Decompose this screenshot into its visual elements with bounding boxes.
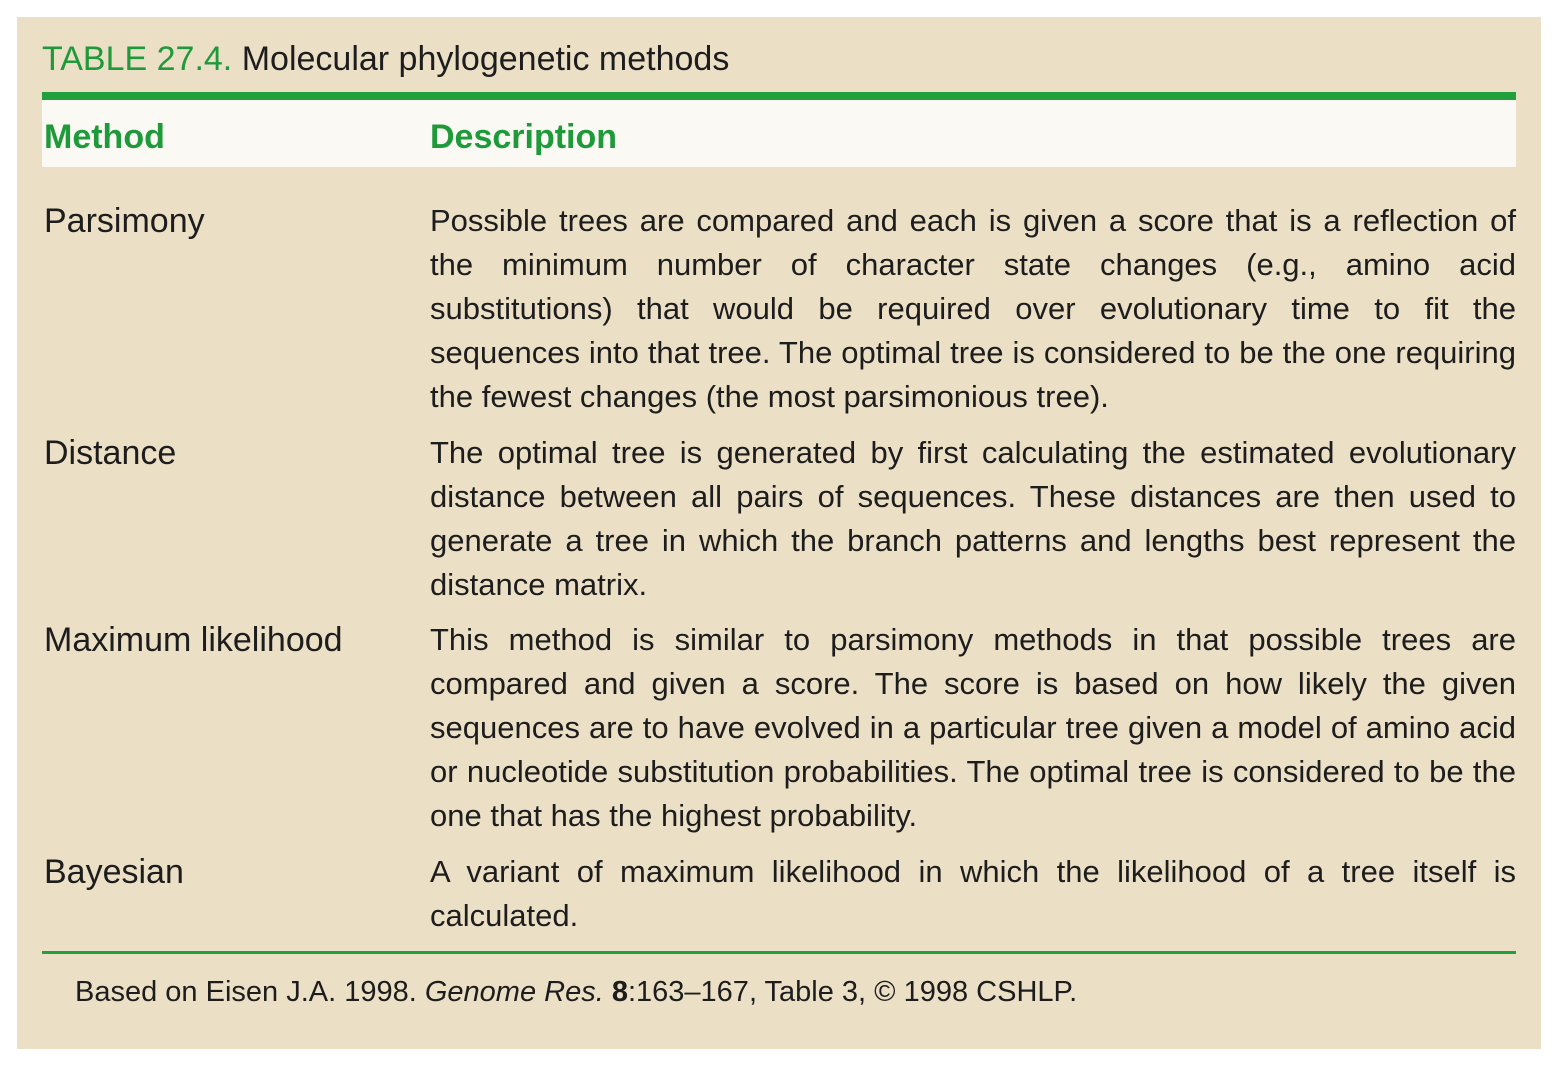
row-method-maximum-likelihood: Maximum likelihood	[44, 621, 343, 659]
source-citation	[75, 974, 1077, 1010]
source-prefix: Based on Eisen J.A. 1998.	[75, 976, 417, 1008]
row-method-parsimony: Parsimony	[44, 202, 205, 240]
table-title: Molecular phylogenetic methods	[241, 40, 730, 78]
row-description-bayesian: A variant of maximum likelihood in which the likelihood of a tree itself is calculated.	[430, 854, 1516, 933]
source-pages: :163–167, Table 3, © 1998 CSHLP.	[627, 976, 1078, 1008]
table-number: TABLE 27.4.	[42, 40, 233, 78]
top-rule	[42, 92, 1516, 100]
source-volume: 8	[611, 976, 628, 1008]
source-journal: Genome Res.	[424, 976, 604, 1008]
header-row-band	[42, 100, 1516, 167]
row-method-bayesian: Bayesian	[44, 853, 184, 891]
row-method-distance: Distance	[44, 434, 177, 472]
row-description-parsimony: Possible trees are compared and each is given a score that is a reflection of the minimum number of character state changes (e.g., amino acid substitutions) that would be required over evolutionary time to fit the sequences into that tree. The optimal tree is considered to be the one requiring the fewest changes (the most parsimonious tree).	[430, 203, 1516, 414]
table-caption	[42, 39, 729, 79]
table-panel	[17, 17, 1541, 1049]
bottom-rule	[42, 951, 1516, 954]
column-header-description: Description	[430, 118, 618, 156]
column-header-method: Method	[44, 118, 165, 156]
row-description-distance: The optimal tree is generated by first calculating the estimated evolutionary distance between all pairs of sequences. These distances are then used to generate a tree in which the branch patterns and lengths best represent the distance matrix.	[430, 435, 1516, 602]
row-description-maximum-likelihood: This method is similar to parsimony methods in that possible trees are compared and given a score. The score is based on how likely the given sequences are to have evolved in a particular tree given a model of amino acid or nucleotide substitution probabilities. The optimal tree is considered to be the one that has the highest probability.	[430, 622, 1516, 833]
